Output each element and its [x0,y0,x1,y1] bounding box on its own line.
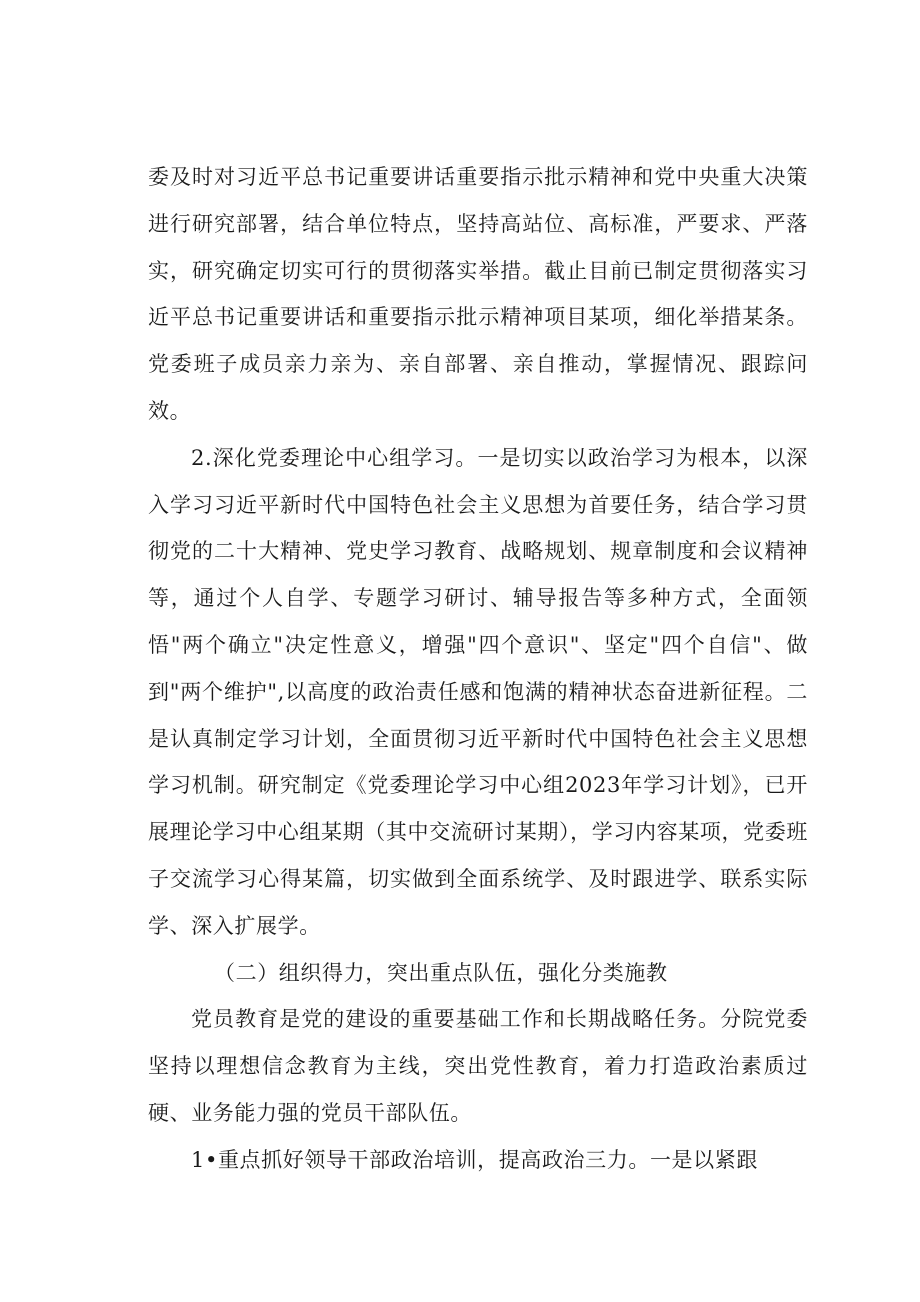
paragraph-theory-study: 2.深化党委理论中心组学习。一是切实以政治学习为根本，以深入学习习近平新时代中国特色社会主义思想为首要任务，结合学习贯彻党的二十大精神、党史学习教育、战略规划、规章制度和会议精神等，通过个人自学、专题学习研讨、辅导报告等多种方式，全面领悟"两个确立"决定性意义，增强"四个意识"、坚定"四个自信"、做到"两个维护",以高度的政治责任感和饱满的精神状态奋进新征程。二是认真制定学习计划，全面贯彻习近平新时代中国特色社会主义思想学习机制。研究制定《党委理论学习中心组2023年学习计划》，已开展理论学习中心组某期（其中交流研讨某期），学习内容某项，党委班子交流学习心得某篇，切实做到全面系统学、及时跟进学、联系实际学、深入扩展学。 [148,445,808,938]
section-heading: （二）组织得力，突出重点队伍，强化分类施教 [214,960,668,985]
paragraph-continuation: 委及时对习近平总书记重要讲话重要指示批示精神和党中央重大决策进行研究部署，结合单位特点，坚持高站位、高标准，严要求、严落实，研究确定切实可行的贯彻落实举措。截止目前已制定贯彻落实习近平总书记重要讲话和重要指示批示精神项目某项，细化举措某条。党委班子成员亲力亲为、亲自部署、亲自推动，掌握情况、跟踪问效。 [148,165,808,423]
paragraph-leader-training: 1•重点抓好领导干部政治培训，提高政治三力。一是以紧跟 [191,1147,758,1172]
document-body [148,154,808,1184]
paragraph-party-education: 党员教育是党的建设的重要基础工作和长期战略任务。分院党委坚持以理想信念教育为主线，突出党性教育，着力打造政治素质过硬、业务能力强的党员干部队伍。 [148,1007,808,1125]
